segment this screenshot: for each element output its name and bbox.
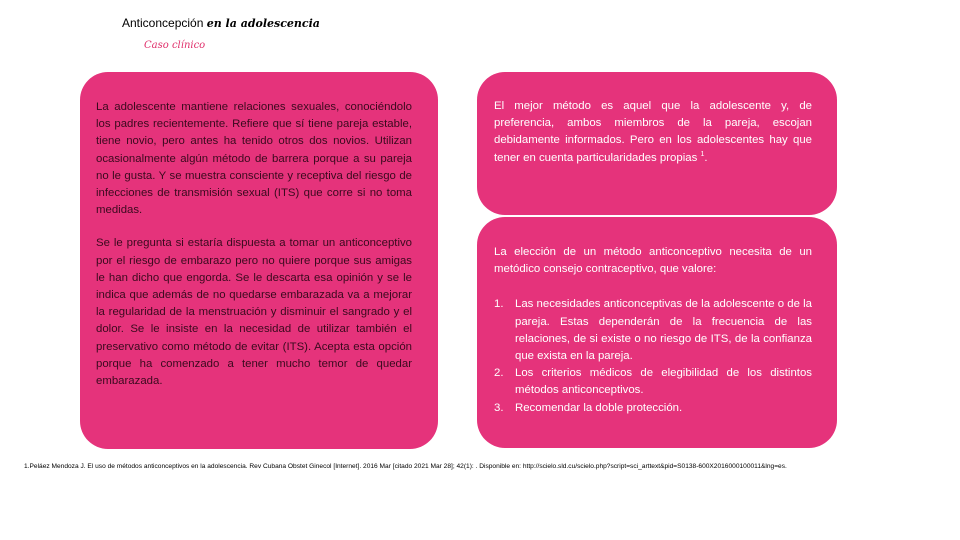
counseling-card <box>477 217 837 448</box>
list-item-text: Las necesidades anticonceptivas de la adolescente o de la pareja. Estas dependerán de la frecuencia de las relaciones, de si existe o no riesgo de ITS, de la confianza que exista en la pareja. <box>515 298 812 363</box>
counseling-intro: La elección de un método anticonceptivo necesita de un metódico consejo contraceptivo, que valore: <box>494 246 812 276</box>
slide-title-plain: Anticoncepción <box>122 16 204 30</box>
best-method-card <box>477 72 837 215</box>
list-item-number: 1. <box>494 298 504 311</box>
list-item-text: Los criterios médicos de elegibilidad de los distintos métodos anticonceptivos. <box>515 367 812 397</box>
counseling-list <box>494 296 812 416</box>
slide-title-emphasis: en la adolescencia <box>206 17 320 30</box>
slide-title <box>122 15 320 32</box>
reference-footnote: 1.Peláez Mendoza J. El uso de métodos anticonceptivos en la adolescencia. Rev Cubana Obstet Ginecol [Internet]. 2016 Mar [citado 2021 Mar 28]; 42(1): . Disponible en: http://scielo.sld.cu/scielo.php?script=sci_arttext&pid=S0138-600X2016000100011&lng=es. <box>24 463 787 470</box>
best-method-end: . <box>704 151 708 164</box>
best-method-text <box>494 98 812 167</box>
list-item <box>494 296 812 365</box>
list-item <box>494 365 812 399</box>
list-item <box>494 400 812 417</box>
case-description-card <box>80 72 438 449</box>
list-item-number: 2. <box>494 367 504 380</box>
best-method-body: El mejor método es aquel que la adolescente y, de preferencia, ambos miembros de la pareja, escojan debidamente informados. Pero en los adolescentes hay que tener en cuenta particularidades propias <box>494 100 812 164</box>
list-item-text: Recomendar la doble protección. <box>515 401 683 414</box>
case-paragraph-2: Se le pregunta si estaría dispuesta a tomar un anticonceptivo por el riesgo de embarazo pero no quiere porque sus amigas le han dicho que engorda. Se le descarta esa opinión y se le indica que además de no quedarse embarazada va a mejorar la regularidad de la menstruación y disminuir el sangrado y el dolor. Se le insiste en la necesidad de utilizar también el preservativo como método de evitar (ITS). Acepta esta opción porque ha comenzado a tener mucho temor de quedar embarazada. <box>96 237 412 388</box>
slide-subtitle: Caso clínico <box>144 40 206 51</box>
case-paragraph-1: La adolescente mantiene relaciones sexuales, conociéndolo los padres recientemente. Refiere que sí tiene pareja estable, tiene novio, pero antes ha tenido otros dos novios. Utilizan ocasionalmente algún método de barrera porque a su pareja no le gusta. Y se muestra consciente y receptiva del riesgo de infecciones de transmisión sexual (ITS) que corre si no toma medidas. <box>96 101 412 217</box>
citation-marker: 1 <box>700 150 705 158</box>
list-item-number: 3. <box>494 401 504 414</box>
